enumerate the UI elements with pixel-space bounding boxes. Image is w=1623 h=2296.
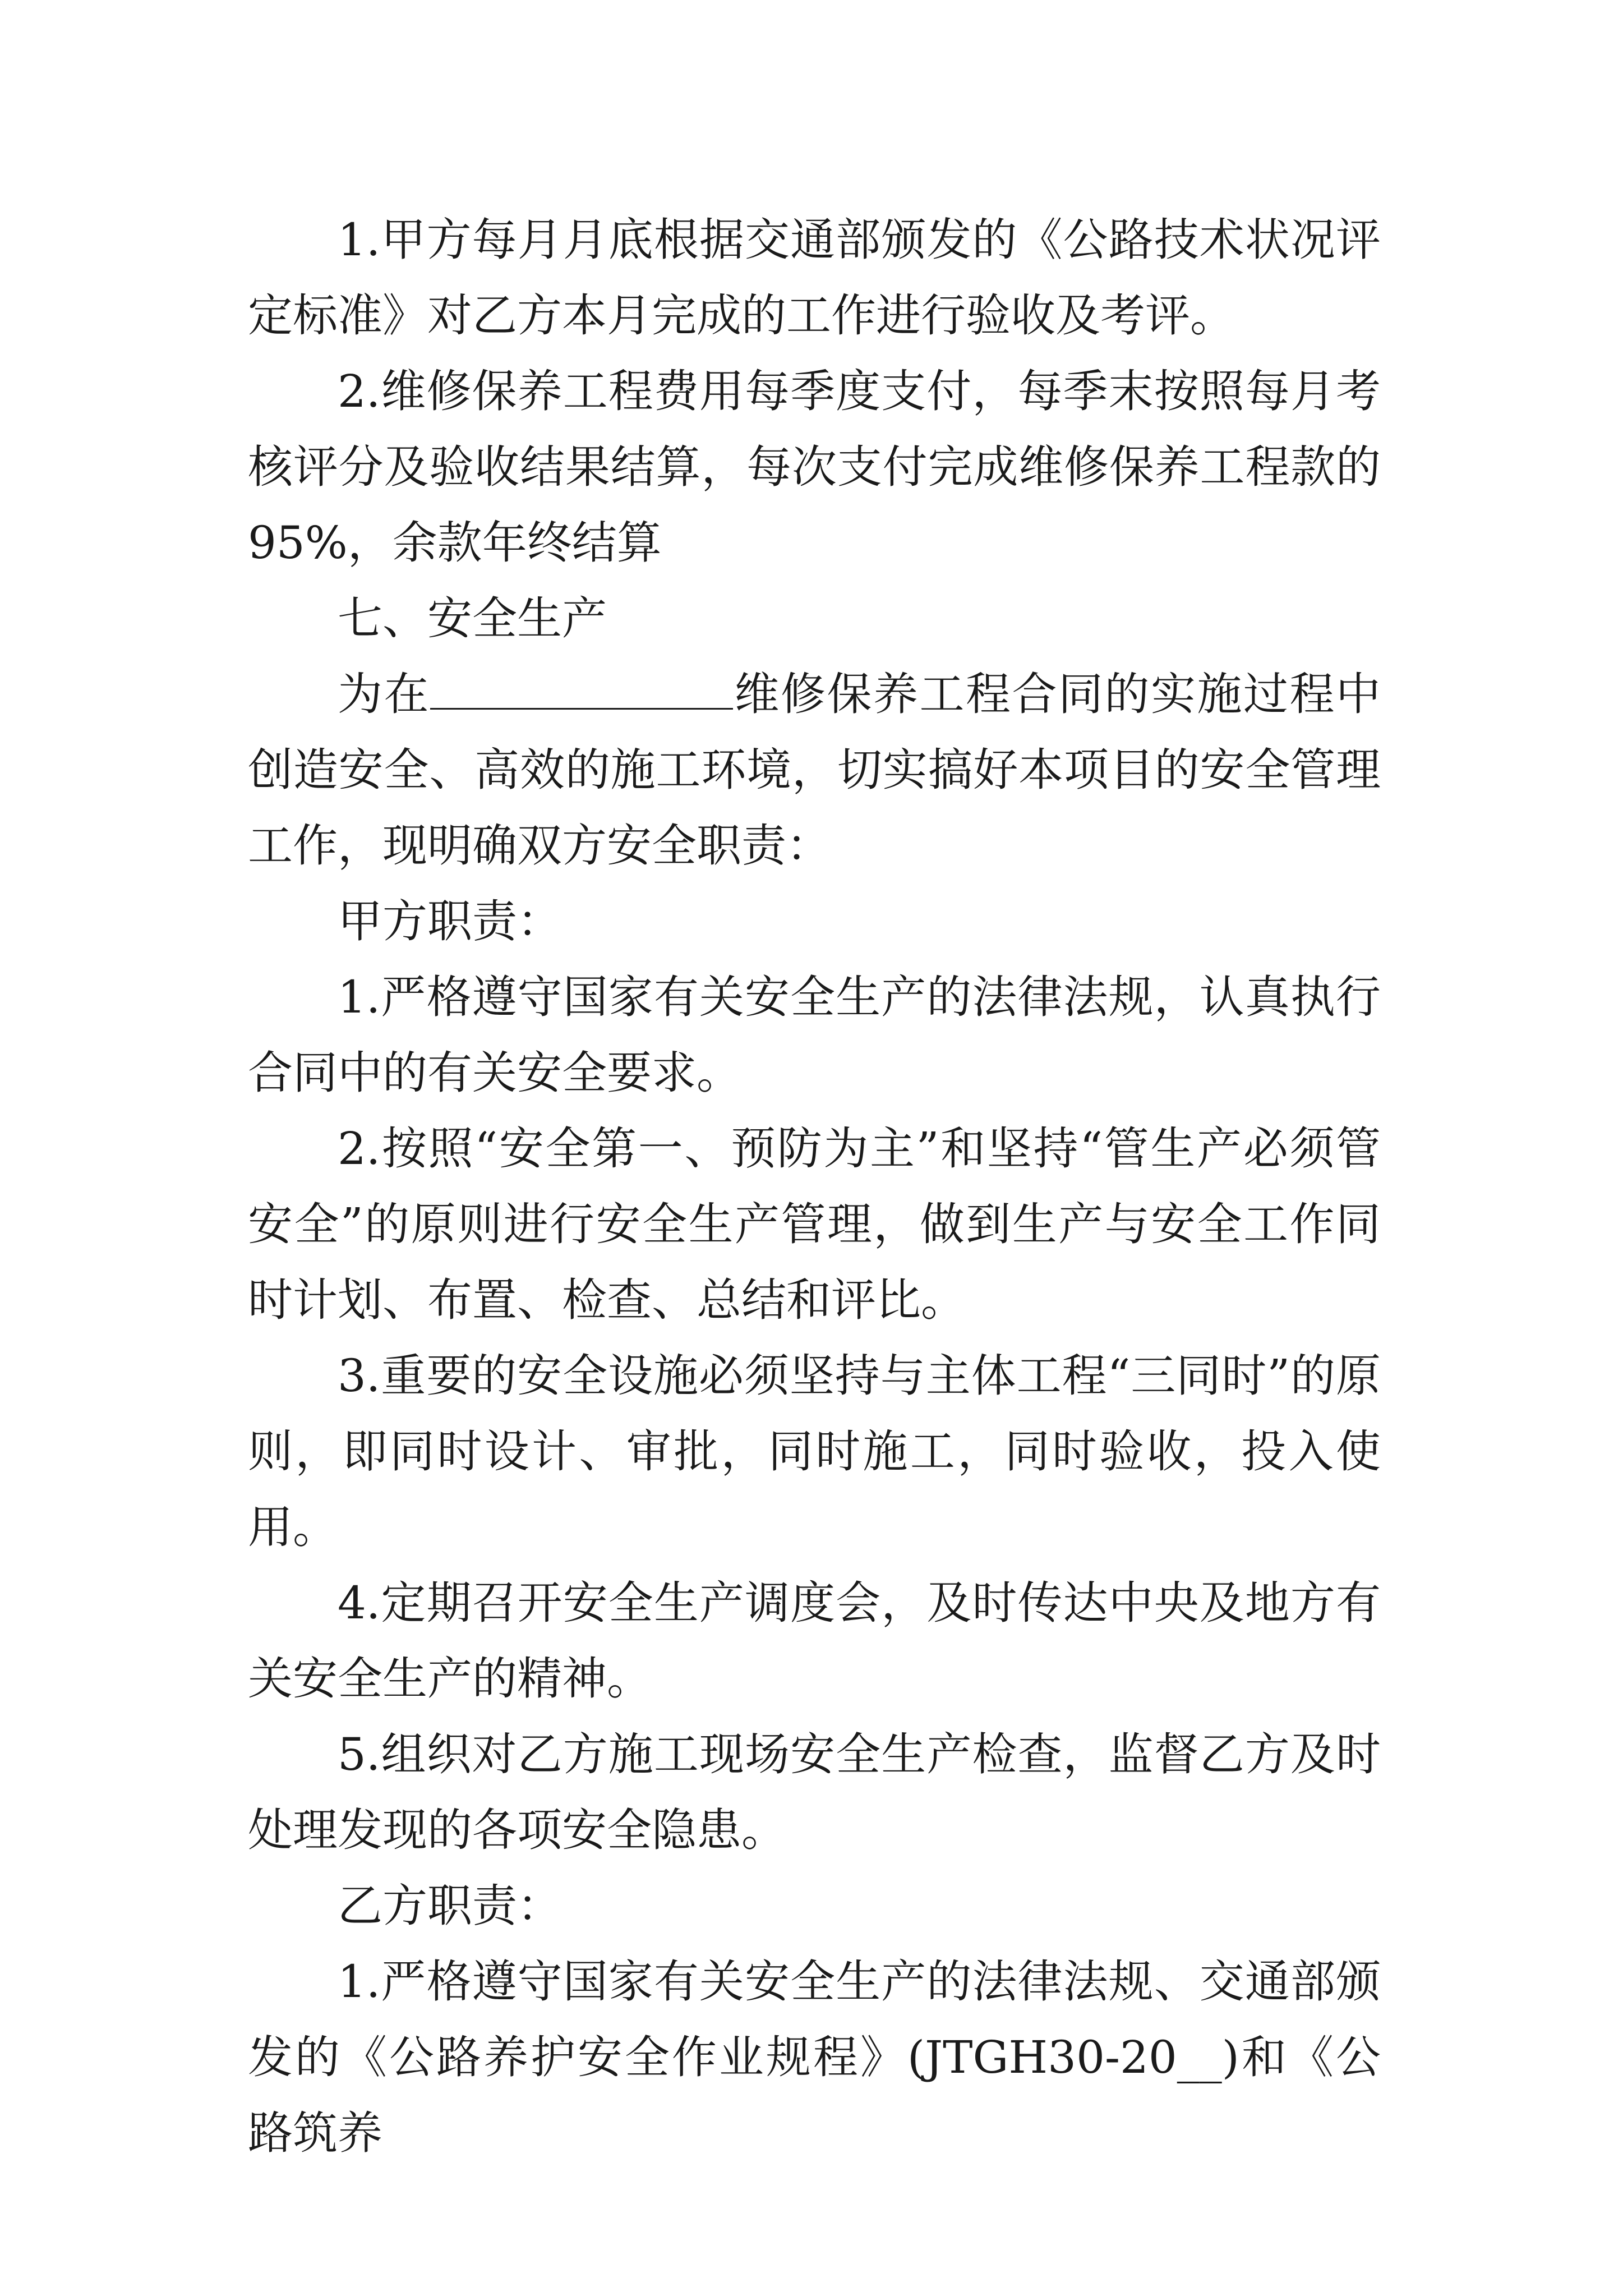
heading-party-b-duties: 乙方职责：: [338, 1880, 562, 1932]
party-a-duty-1: 1.严格遵守国家有关安全生产的法律法规，认真执行合同中的有关安全要求。: [248, 971, 1381, 1099]
intro-prefix: 为在: [338, 668, 430, 720]
party-a-duty-4: 4.定期召开安全生产调度会，及时传达中央及地方有关安全生产的精神。: [248, 1577, 1381, 1705]
paragraph-safety-intro: [248, 656, 1381, 884]
blank-project-name: [430, 669, 733, 710]
document-page: [248, 202, 1381, 2171]
paragraph-payment: 2.维修保养工程费用每季度支付，每季末按照每月考核评分及验收结果结算，每次支付完成维修保养工程款的95%，余款年终结算: [248, 365, 1381, 569]
party-a-duty-3: 3.重要的安全设施必须坚持与主体工程“三同时”的原则，即同时设计、审批，同时施工，同时验收，投入使用。: [248, 1350, 1381, 1553]
party-a-duty-5: 5.组织对乙方施工现场安全生产检查，监督乙方及时处理发现的各项安全隐患。: [248, 1728, 1381, 1856]
party-a-duty-2: 2.按照“安全第一、预防为主”和坚持“管生产必须管安全”的原则进行安全生产管理，做到生产与安全工作同时计划、布置、检查、总结和评比。: [248, 1122, 1381, 1326]
intro-suffix: 维修保养工程合同的实施过程中创造安全、高效的施工环境，切实搞好本项目的安全管理工作，现明确双方安全职责：: [248, 668, 1381, 872]
heading-party-a-duties: 甲方职责：: [338, 895, 562, 947]
paragraph-acceptance: 1.甲方每月月底根据交通部颁发的《公路技术状况评定标准》对乙方本月完成的工作进行验收及考评。: [248, 214, 1381, 342]
section-heading-safety: 七、安全生产: [338, 592, 607, 645]
party-b-duty-1: 1.严格遵守国家有关安全生产的法律法规、交通部颁发的《公路养护安全作业规程》(JTGH30-20__)和《公路筑养: [248, 1955, 1381, 2159]
